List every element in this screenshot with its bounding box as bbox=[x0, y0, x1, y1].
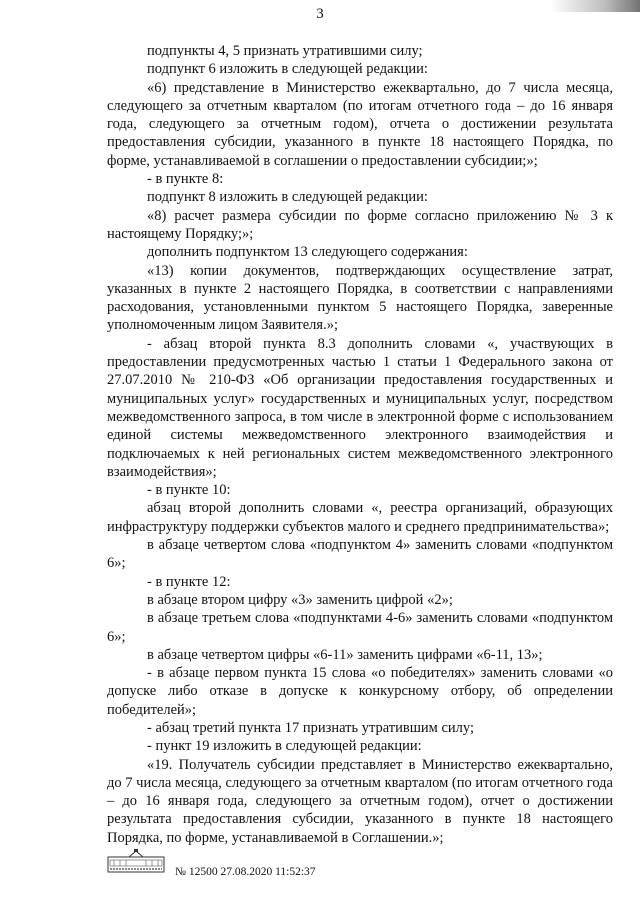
building-seal-icon bbox=[107, 848, 165, 874]
paragraph: - в пункте 12: bbox=[147, 573, 231, 590]
paragraph: в абзаце третьем слова «подпунктами 4-6» заменить словами «подпунктом 6»; bbox=[107, 610, 613, 645]
paragraph: подпункт 8 изложить в следующей редакции: bbox=[147, 189, 428, 206]
paragraph: в абзаце четвертом цифры «6-11» заменить цифрами «6-11, 13»; bbox=[147, 646, 543, 663]
document-body bbox=[107, 42, 613, 847]
paragraph: «8) расчет размера субсидии по форме согласно приложению № 3 к настоящему Порядку;»; bbox=[107, 207, 613, 242]
registration-stamp: № 12500 27.08.2020 11:52:37 bbox=[175, 866, 316, 878]
paragraph: в абзаце втором цифру «3» заменить цифрой «2»; bbox=[147, 591, 453, 608]
paragraph: абзац второй дополнить словами «, реестра организаций, образующих инфраструктуру поддержки субъектов малого и среднего предпринимательства»; bbox=[107, 500, 613, 535]
paragraph: - в абзаце первом пункта 15 слова «о победителях» заменить словами «о допуске либо отказе в допуске к конкурсному отбору, об определении победителей»; bbox=[107, 665, 613, 718]
paragraph: - пункт 19 изложить в следующей редакции: bbox=[147, 738, 422, 755]
paragraph: - абзац второй пункта 8.3 дополнить словами «, участвующих в предоставлении предусмотренных частью 1 статьи 1 Федерального закона от 27.07.2010 № 210-ФЗ «Об организации предоставления государственных и муниципальных услуг» государственных и муниципальных услуг, посредством межведомственного запроса, в том числе в электронной форме с использованием единой системы межведомственного электронного взаимодействия и подключаемых к ней региональных систем межведомственного электронного взаимодействия»; bbox=[107, 335, 613, 480]
paragraph: - абзац третий пункта 17 признать утратившим силу; bbox=[147, 719, 474, 736]
paragraph: «6) представление в Министерство ежеквартально, до 7 числа месяца, следующего за отчетным кварталом (по итогам отчетного года – до 16 января года, следующего за отчетным годом), отчета о достижении результата предоставления субсидии, указанного в пункте 18 настоящего Порядка, по форме, устанавливаемой в соглашении о предоставлении субсидии;»; bbox=[107, 79, 613, 169]
paragraph: дополнить подпунктом 13 следующего содержания: bbox=[147, 244, 468, 261]
page-number: 3 bbox=[316, 6, 324, 22]
document-footer bbox=[107, 848, 407, 888]
paragraph: «19. Получатель субсидии представляет в Министерство ежеквартально, до 7 числа месяца, следующего за отчетным кварталом (по итогам отчетного года – до 16 января года, следующего за отчетным годом), отчет о достижении результата предоставления субсидии, указанного в пункте 18 настоящего Порядка, по форме, устанавливаемой в Соглашении.»; bbox=[107, 756, 613, 846]
paragraph: - в пункте 10: bbox=[147, 482, 231, 499]
paragraph: - в пункте 8: bbox=[147, 171, 224, 188]
paragraph: подпункты 4, 5 признать утратившими силу; bbox=[147, 43, 423, 59]
paragraph: «13) копии документов, подтверждающих осуществление затрат, указанных в пункте 2 настоящего Порядка, в соответствии с направлениями расходования, установленными пунктом 5 настоящего Порядка, заверенные уполномоченным лицом Заявителя.»; bbox=[107, 262, 613, 334]
paragraph: в абзаце четвертом слова «подпунктом 4» заменить словами «подпунктом 6»; bbox=[107, 537, 613, 572]
paragraph: подпункт 6 изложить в следующей редакции: bbox=[147, 61, 428, 78]
